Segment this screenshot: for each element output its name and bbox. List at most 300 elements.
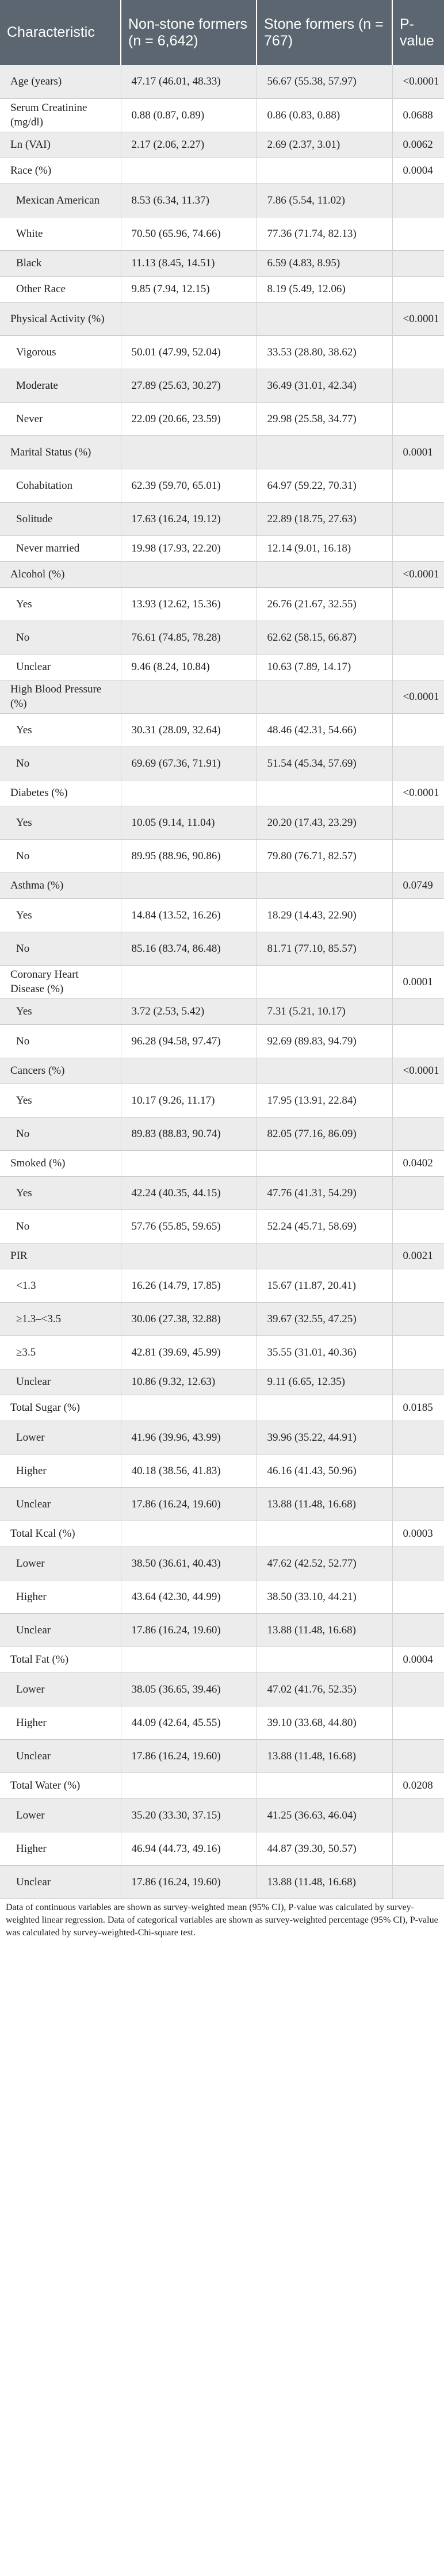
non-stone-value: 35.20 (33.30, 37.15) [121, 1798, 257, 1832]
p-value: 0.0062 [392, 132, 444, 158]
row-label: Race (%) [0, 158, 121, 183]
p-value [392, 1798, 444, 1832]
stone-value: 13.88 (11.48, 16.68) [257, 1487, 392, 1521]
p-value [392, 1865, 444, 1898]
non-stone-value: 50.01 (47.99, 52.04) [121, 335, 257, 369]
table-header [0, 0, 444, 65]
row-label: Ln (VAI) [0, 132, 121, 158]
non-stone-value [121, 1647, 257, 1672]
non-stone-value: 17.63 (16.24, 19.12) [121, 502, 257, 535]
table-row [0, 998, 444, 1024]
non-stone-value: 16.26 (14.79, 17.85) [121, 1269, 257, 1302]
p-value [392, 1302, 444, 1335]
row-label: Total Fat (%) [0, 1647, 121, 1672]
p-value: 0.0402 [392, 1150, 444, 1176]
non-stone-value [121, 1150, 257, 1176]
stone-value: 39.96 (35.22, 44.91) [257, 1421, 392, 1454]
table-row [0, 1865, 444, 1898]
p-value [392, 806, 444, 839]
row-label: Total Water (%) [0, 1773, 121, 1798]
stone-value [257, 1150, 392, 1176]
stone-value: 92.69 (89.83, 94.79) [257, 1024, 392, 1058]
header-stone-formers: Stone formers (n = 767) [257, 0, 392, 65]
row-label: Marital Status (%) [0, 435, 121, 469]
row-label: Lower [0, 1672, 121, 1706]
section-row [0, 132, 444, 158]
stone-value [257, 1773, 392, 1798]
row-label: Yes [0, 1176, 121, 1209]
row-label: Serum Creatinine (mg/dl) [0, 98, 121, 132]
non-stone-value: 11.13 (8.45, 14.51) [121, 250, 257, 276]
p-value: 0.0001 [392, 965, 444, 998]
non-stone-value [121, 158, 257, 183]
p-value [392, 1832, 444, 1865]
row-label: Cancers (%) [0, 1058, 121, 1084]
stone-value: 13.88 (11.48, 16.68) [257, 1865, 392, 1898]
section-row [0, 561, 444, 587]
table-row [0, 1176, 444, 1209]
non-stone-value [121, 965, 257, 998]
table-row [0, 806, 444, 839]
row-label: Smoked (%) [0, 1150, 121, 1176]
section-row [0, 872, 444, 898]
p-value: <0.0001 [392, 1058, 444, 1084]
stone-value: 39.67 (32.55, 47.25) [257, 1302, 392, 1335]
row-label: Other Race [0, 276, 121, 302]
row-label: Coronary Heart Disease (%) [0, 965, 121, 998]
section-row [0, 1395, 444, 1421]
stone-value [257, 435, 392, 469]
section-row [0, 98, 444, 132]
p-value [392, 587, 444, 621]
row-label: Lower [0, 1547, 121, 1580]
non-stone-value [121, 1243, 257, 1269]
p-value [392, 1335, 444, 1369]
non-stone-value: 10.17 (9.26, 11.17) [121, 1084, 257, 1117]
non-stone-value: 85.16 (83.74, 86.48) [121, 932, 257, 965]
p-value [392, 1487, 444, 1521]
table-row [0, 839, 444, 872]
non-stone-value [121, 680, 257, 713]
row-label: Unclear [0, 1369, 121, 1395]
non-stone-value: 27.89 (25.63, 30.27) [121, 369, 257, 402]
p-value [392, 1613, 444, 1647]
table-row [0, 1672, 444, 1706]
p-value [392, 998, 444, 1024]
section-row [0, 1521, 444, 1547]
stone-value: 44.87 (39.30, 50.57) [257, 1832, 392, 1865]
stone-value: 82.05 (77.16, 86.09) [257, 1117, 392, 1150]
row-label: Black [0, 250, 121, 276]
non-stone-value: 0.88 (0.87, 0.89) [121, 98, 257, 132]
row-label: Yes [0, 898, 121, 932]
non-stone-value [121, 561, 257, 587]
p-value: 0.0688 [392, 98, 444, 132]
non-stone-value: 76.61 (74.85, 78.28) [121, 621, 257, 654]
row-label: Never [0, 402, 121, 435]
stone-value [257, 1395, 392, 1421]
p-value [392, 1024, 444, 1058]
row-label: Yes [0, 587, 121, 621]
non-stone-value [121, 302, 257, 335]
non-stone-value: 9.85 (7.94, 12.15) [121, 276, 257, 302]
p-value [392, 217, 444, 250]
stone-value: 26.76 (21.67, 32.55) [257, 587, 392, 621]
p-value: <0.0001 [392, 302, 444, 335]
table-body [0, 65, 444, 1898]
row-label: No [0, 1117, 121, 1150]
non-stone-value [121, 872, 257, 898]
stone-value: 22.89 (18.75, 27.63) [257, 502, 392, 535]
p-value: <0.0001 [392, 780, 444, 806]
non-stone-value: 30.06 (27.38, 32.88) [121, 1302, 257, 1335]
non-stone-value: 17.86 (16.24, 19.60) [121, 1739, 257, 1773]
non-stone-value: 89.95 (88.96, 90.86) [121, 839, 257, 872]
table-row [0, 1302, 444, 1335]
non-stone-value: 22.09 (20.66, 23.59) [121, 402, 257, 435]
row-label: ≥3.5 [0, 1335, 121, 1369]
non-stone-value: 42.81 (39.69, 45.99) [121, 1335, 257, 1369]
table-row [0, 276, 444, 302]
non-stone-value: 30.31 (28.09, 32.64) [121, 713, 257, 747]
row-label: Unclear [0, 1865, 121, 1898]
table-row [0, 1084, 444, 1117]
table-row [0, 402, 444, 435]
non-stone-value [121, 1521, 257, 1547]
section-row [0, 435, 444, 469]
non-stone-value: 69.69 (67.36, 71.91) [121, 747, 257, 780]
non-stone-value: 17.86 (16.24, 19.60) [121, 1865, 257, 1898]
row-label: Lower [0, 1798, 121, 1832]
stone-value [257, 872, 392, 898]
stone-value: 29.98 (25.58, 34.77) [257, 402, 392, 435]
row-label: Higher [0, 1454, 121, 1487]
row-label: ≥1.3–<3.5 [0, 1302, 121, 1335]
stone-value [257, 680, 392, 713]
non-stone-value: 40.18 (38.56, 41.83) [121, 1454, 257, 1487]
row-label: Physical Activity (%) [0, 302, 121, 335]
row-label: Higher [0, 1706, 121, 1739]
table-row [0, 621, 444, 654]
non-stone-value: 9.46 (8.24, 10.84) [121, 654, 257, 680]
table-row [0, 335, 444, 369]
table-row [0, 747, 444, 780]
non-stone-value: 42.24 (40.35, 44.15) [121, 1176, 257, 1209]
stone-value: 12.14 (9.01, 16.18) [257, 535, 392, 561]
table-row [0, 1613, 444, 1647]
row-label: White [0, 217, 121, 250]
row-label: Never married [0, 535, 121, 561]
non-stone-value: 3.72 (2.53, 5.42) [121, 998, 257, 1024]
stone-value: 79.80 (76.71, 82.57) [257, 839, 392, 872]
stone-value: 47.76 (41.31, 54.29) [257, 1176, 392, 1209]
p-value [392, 1421, 444, 1454]
table-row [0, 713, 444, 747]
stone-value: 7.31 (5.21, 10.17) [257, 998, 392, 1024]
p-value [392, 898, 444, 932]
non-stone-value: 10.86 (9.32, 12.63) [121, 1369, 257, 1395]
section-row [0, 1773, 444, 1798]
section-row [0, 1150, 444, 1176]
header-non-stone-formers: Non-stone formers (n = 6,642) [121, 0, 257, 65]
p-value [392, 1117, 444, 1150]
stone-value: 46.16 (41.43, 50.96) [257, 1454, 392, 1487]
row-label: Yes [0, 806, 121, 839]
table-row [0, 1117, 444, 1150]
row-label: Higher [0, 1832, 121, 1865]
row-label: Solitude [0, 502, 121, 535]
row-label: <1.3 [0, 1269, 121, 1302]
table-row [0, 502, 444, 535]
p-value [392, 839, 444, 872]
row-label: No [0, 1209, 121, 1243]
row-label: Unclear [0, 1739, 121, 1773]
non-stone-value: 17.86 (16.24, 19.60) [121, 1613, 257, 1647]
p-value: <0.0001 [392, 561, 444, 587]
row-label: Lower [0, 1421, 121, 1454]
non-stone-value: 19.98 (17.93, 22.20) [121, 535, 257, 561]
p-value: 0.0001 [392, 435, 444, 469]
stone-value [257, 965, 392, 998]
stone-value: 15.67 (11.87, 20.41) [257, 1269, 392, 1302]
non-stone-value [121, 435, 257, 469]
stone-value: 35.55 (31.01, 40.36) [257, 1335, 392, 1369]
non-stone-value [121, 780, 257, 806]
stone-value: 20.20 (17.43, 23.29) [257, 806, 392, 839]
table-row [0, 587, 444, 621]
p-value [392, 402, 444, 435]
p-value [392, 1209, 444, 1243]
non-stone-value: 41.96 (39.96, 43.99) [121, 1421, 257, 1454]
row-label: Higher [0, 1580, 121, 1613]
non-stone-value: 8.53 (6.34, 11.37) [121, 183, 257, 217]
non-stone-value: 96.28 (94.58, 97.47) [121, 1024, 257, 1058]
row-label: PIR [0, 1243, 121, 1269]
section-row [0, 65, 444, 98]
p-value [392, 1084, 444, 1117]
stone-value: 6.59 (4.83, 8.95) [257, 250, 392, 276]
p-value: 0.0185 [392, 1395, 444, 1421]
non-stone-value [121, 1058, 257, 1084]
table-row [0, 369, 444, 402]
p-value [392, 654, 444, 680]
row-label: No [0, 839, 121, 872]
p-value [392, 1176, 444, 1209]
row-label: Unclear [0, 1487, 121, 1521]
header-row [0, 0, 444, 65]
row-label: Diabetes (%) [0, 780, 121, 806]
non-stone-value: 13.93 (12.62, 15.36) [121, 587, 257, 621]
table-row [0, 654, 444, 680]
p-value: 0.0004 [392, 1647, 444, 1672]
p-value: 0.0021 [392, 1243, 444, 1269]
table-row [0, 183, 444, 217]
table-row [0, 1547, 444, 1580]
p-value [392, 1369, 444, 1395]
p-value: 0.0004 [392, 158, 444, 183]
stone-value: 17.95 (13.91, 22.84) [257, 1084, 392, 1117]
non-stone-value: 38.50 (36.61, 40.43) [121, 1547, 257, 1580]
p-value: <0.0001 [392, 680, 444, 713]
non-stone-value: 17.86 (16.24, 19.60) [121, 1487, 257, 1521]
stone-value: 56.67 (55.38, 57.97) [257, 65, 392, 98]
p-value: 0.0208 [392, 1773, 444, 1798]
table-row [0, 1209, 444, 1243]
table-row [0, 1269, 444, 1302]
stone-value: 77.36 (71.74, 82.13) [257, 217, 392, 250]
non-stone-value: 43.64 (42.30, 44.99) [121, 1580, 257, 1613]
row-label: No [0, 621, 121, 654]
stone-value: 41.25 (36.63, 46.04) [257, 1798, 392, 1832]
non-stone-value [121, 1395, 257, 1421]
table-row [0, 1454, 444, 1487]
stone-value: 47.02 (41.76, 52.35) [257, 1672, 392, 1706]
row-label: No [0, 747, 121, 780]
row-label: Yes [0, 713, 121, 747]
row-label: Unclear [0, 1613, 121, 1647]
stone-value [257, 158, 392, 183]
stone-value [257, 1058, 392, 1084]
p-value [392, 713, 444, 747]
table-footnote: Data of continuous variables are shown as survey-weighted mean (95% CI), P-value was calculated by survey-weighted linear regression. Data of categorical variables are shown as survey-weighted percentage (95% CI), P-value was calculated by survey-weighted-Chi-square test. [0, 1898, 444, 1939]
p-value: 0.0749 [392, 872, 444, 898]
stone-value [257, 1243, 392, 1269]
table-row [0, 1798, 444, 1832]
section-row [0, 1058, 444, 1084]
stone-value: 81.71 (77.10, 85.57) [257, 932, 392, 965]
non-stone-value: 44.09 (42.64, 45.55) [121, 1706, 257, 1739]
section-row [0, 302, 444, 335]
stone-value: 2.69 (2.37, 3.01) [257, 132, 392, 158]
non-stone-value: 89.83 (88.83, 90.74) [121, 1117, 257, 1150]
p-value [392, 1547, 444, 1580]
stone-value [257, 1647, 392, 1672]
section-row [0, 1647, 444, 1672]
table-row [0, 250, 444, 276]
non-stone-value [121, 1773, 257, 1798]
stone-value: 9.11 (6.65, 12.35) [257, 1369, 392, 1395]
stone-value: 0.86 (0.83, 0.88) [257, 98, 392, 132]
header-characteristic: Characteristic [0, 0, 121, 65]
table-row [0, 898, 444, 932]
stone-value: 52.24 (45.71, 58.69) [257, 1209, 392, 1243]
row-label: Yes [0, 1084, 121, 1117]
stone-value: 13.88 (11.48, 16.68) [257, 1739, 392, 1773]
row-label: Asthma (%) [0, 872, 121, 898]
p-value [392, 1454, 444, 1487]
row-label: Mexican American [0, 183, 121, 217]
p-value [392, 276, 444, 302]
p-value [392, 1580, 444, 1613]
stone-value [257, 302, 392, 335]
row-label: Age (years) [0, 65, 121, 98]
header-p-value: P-value [392, 0, 444, 65]
stone-value: 8.19 (5.49, 12.06) [257, 276, 392, 302]
p-value [392, 469, 444, 502]
stone-value: 18.29 (14.43, 22.90) [257, 898, 392, 932]
table-row [0, 1487, 444, 1521]
stone-value: 36.49 (31.01, 42.34) [257, 369, 392, 402]
p-value: 0.0003 [392, 1521, 444, 1547]
table-row [0, 932, 444, 965]
stone-value: 62.62 (58.15, 66.87) [257, 621, 392, 654]
stone-value: 48.46 (42.31, 54.66) [257, 713, 392, 747]
non-stone-value: 46.94 (44.73, 49.16) [121, 1832, 257, 1865]
row-label: Unclear [0, 654, 121, 680]
p-value [392, 1706, 444, 1739]
row-label: No [0, 932, 121, 965]
p-value [392, 335, 444, 369]
p-value [392, 369, 444, 402]
row-label: No [0, 1024, 121, 1058]
non-stone-value: 2.17 (2.06, 2.27) [121, 132, 257, 158]
stone-value: 13.88 (11.48, 16.68) [257, 1613, 392, 1647]
section-row [0, 965, 444, 998]
stone-value: 47.62 (42.52, 52.77) [257, 1547, 392, 1580]
stone-value: 7.86 (5.54, 11.02) [257, 183, 392, 217]
section-row [0, 158, 444, 183]
p-value: <0.0001 [392, 65, 444, 98]
stone-value: 10.63 (7.89, 14.17) [257, 654, 392, 680]
row-label: High Blood Pressure (%) [0, 680, 121, 713]
p-value [392, 1672, 444, 1706]
p-value [392, 932, 444, 965]
row-label: Moderate [0, 369, 121, 402]
p-value [392, 1269, 444, 1302]
p-value [392, 250, 444, 276]
non-stone-value: 57.76 (55.85, 59.65) [121, 1209, 257, 1243]
stone-value: 38.50 (33.10, 44.21) [257, 1580, 392, 1613]
table-row [0, 1369, 444, 1395]
table-row [0, 1580, 444, 1613]
p-value [392, 535, 444, 561]
row-label: Yes [0, 998, 121, 1024]
table-row [0, 535, 444, 561]
non-stone-value: 62.39 (59.70, 65.01) [121, 469, 257, 502]
row-label: Cohabitation [0, 469, 121, 502]
p-value [392, 621, 444, 654]
row-label: Alcohol (%) [0, 561, 121, 587]
row-label: Total Kcal (%) [0, 1521, 121, 1547]
table-row [0, 1024, 444, 1058]
table-row [0, 469, 444, 502]
table-row [0, 1335, 444, 1369]
stone-value: 39.10 (33.68, 44.80) [257, 1706, 392, 1739]
p-value [392, 1739, 444, 1773]
section-row [0, 1243, 444, 1269]
stone-value: 51.54 (45.34, 57.69) [257, 747, 392, 780]
table-row [0, 1739, 444, 1773]
stone-value: 33.53 (28.80, 38.62) [257, 335, 392, 369]
row-label: Vigorous [0, 335, 121, 369]
stone-value [257, 561, 392, 587]
stone-value: 64.97 (59.22, 70.31) [257, 469, 392, 502]
section-row [0, 680, 444, 713]
non-stone-value: 38.05 (36.65, 39.46) [121, 1672, 257, 1706]
row-label: Total Sugar (%) [0, 1395, 121, 1421]
non-stone-value: 10.05 (9.14, 11.04) [121, 806, 257, 839]
stone-value [257, 780, 392, 806]
table-row [0, 1706, 444, 1739]
section-row [0, 780, 444, 806]
p-value [392, 502, 444, 535]
table-row [0, 1421, 444, 1454]
p-value [392, 183, 444, 217]
stone-value [257, 1521, 392, 1547]
non-stone-value: 47.17 (46.01, 48.33) [121, 65, 257, 98]
non-stone-value: 70.50 (65.96, 74.66) [121, 217, 257, 250]
non-stone-value: 14.84 (13.52, 16.26) [121, 898, 257, 932]
